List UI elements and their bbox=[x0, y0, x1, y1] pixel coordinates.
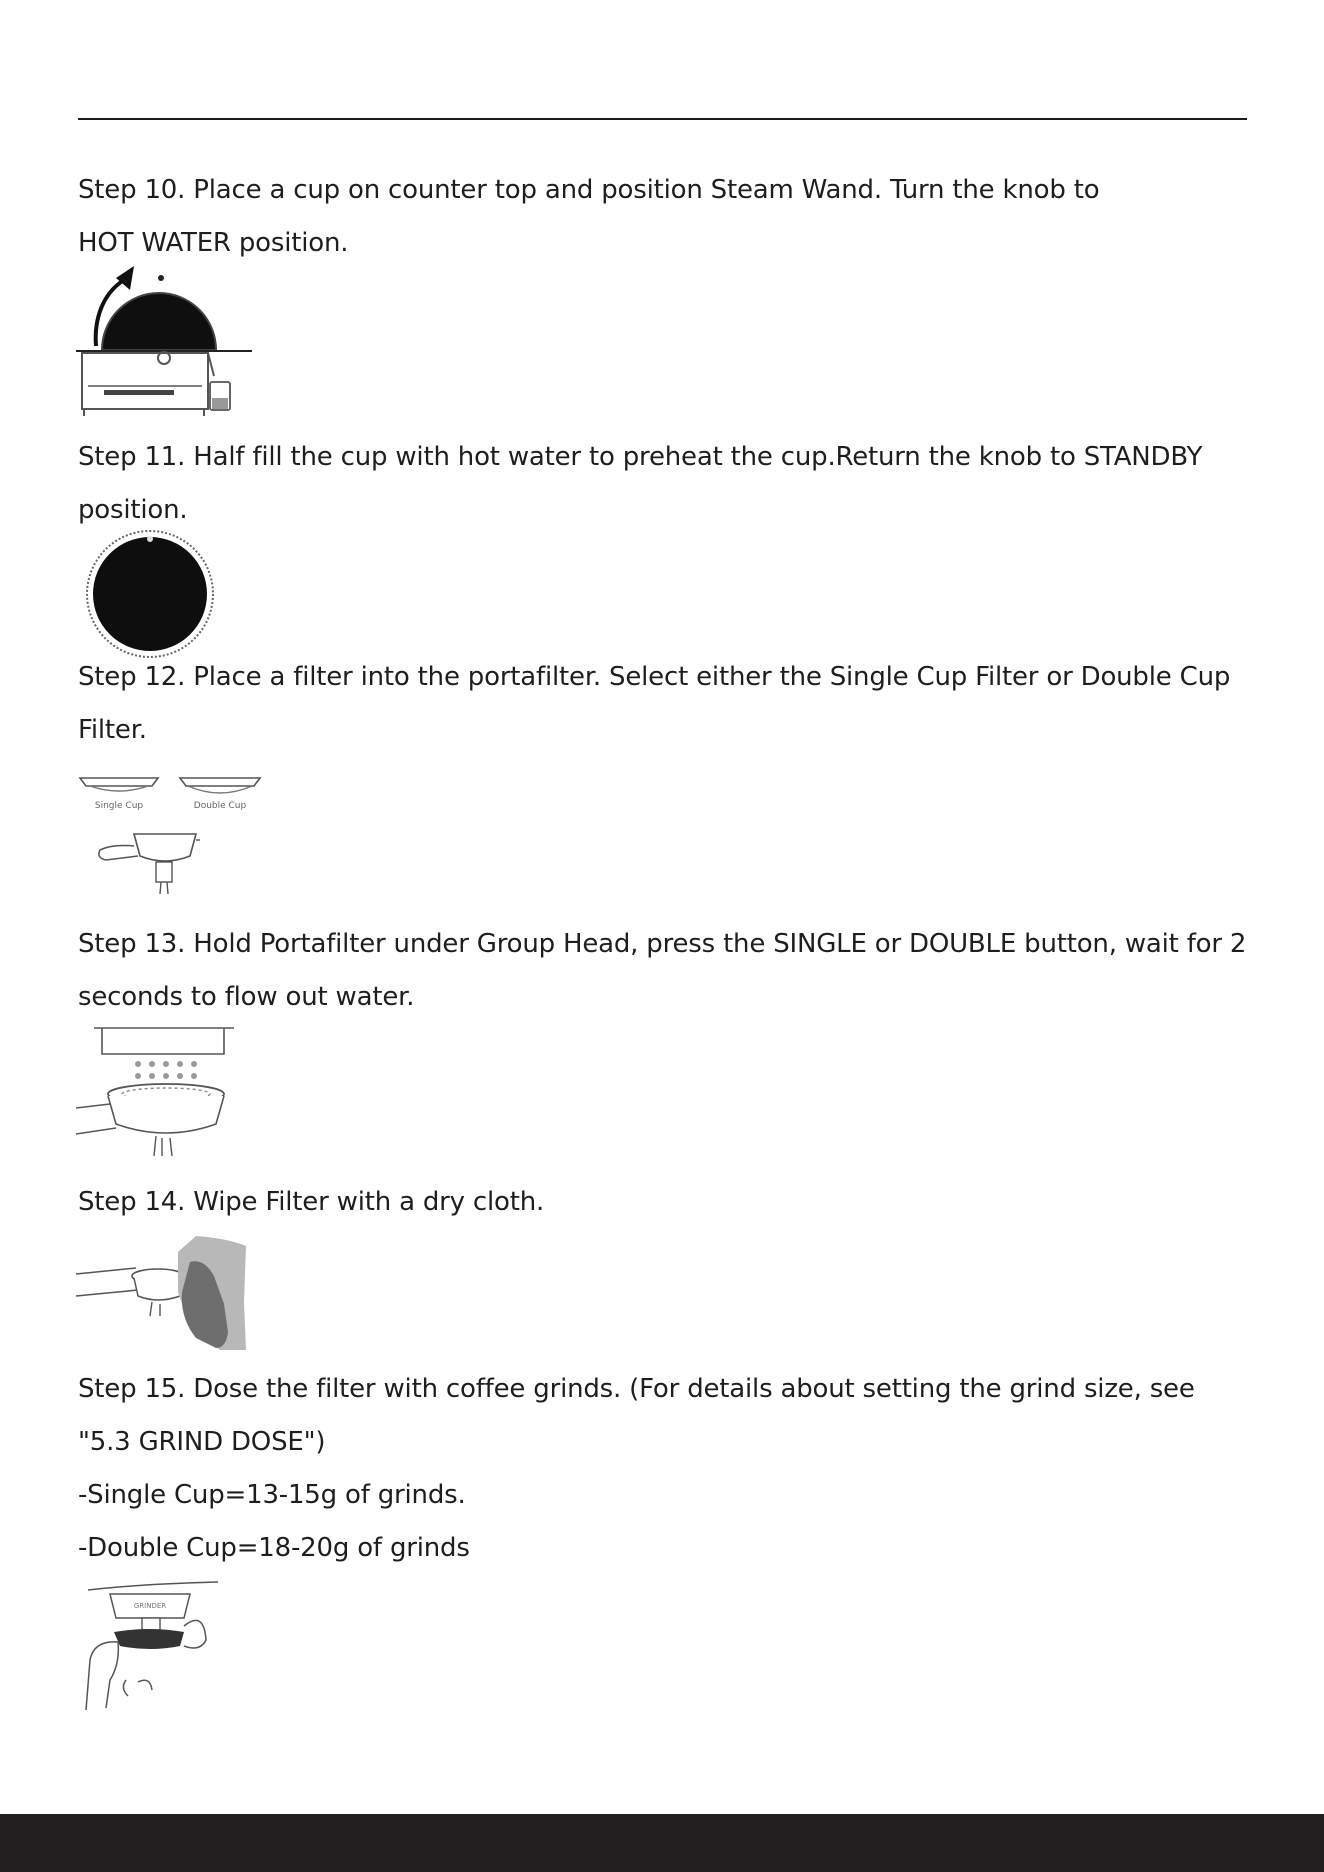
step-15-text-line-4: -Double Cup=18-20g of grinds bbox=[78, 1533, 470, 1563]
step-13-text-line-1: Step 13. Hold Portafilter under Group Head, press the SINGLE or DOUBLE button, wait for 2 bbox=[78, 929, 1247, 959]
step-15-text-line-3: -Single Cup=13-15g of grinds. bbox=[78, 1480, 466, 1510]
group-head-icon bbox=[94, 1028, 234, 1054]
single-cup-label: Single Cup bbox=[94, 801, 144, 811]
step-12-text-line-1: Step 12. Place a filter into the portafilter. Select either the Single Cup Filter or Double Cup bbox=[78, 662, 1231, 692]
hand-icon bbox=[184, 1620, 206, 1648]
double-cup-label: Double Cup bbox=[193, 801, 247, 811]
header-rule bbox=[78, 118, 1247, 120]
step-12-text-line-2: Filter. bbox=[78, 715, 147, 745]
step-10-text-line-2: HOT WATER position. bbox=[78, 228, 349, 258]
double-cup-filter-icon bbox=[180, 778, 260, 786]
step-15-text-line-2: "5.3 GRIND DOSE") bbox=[78, 1427, 326, 1457]
step-14-illustration bbox=[76, 1232, 256, 1352]
single-cup-filter-icon bbox=[80, 778, 158, 786]
step-13-text-line-2: seconds to flow out water. bbox=[78, 982, 415, 1012]
step-15-text-line-1: Step 15. Dose the filter with coffee grinds. (For details about setting the grind size, see bbox=[78, 1374, 1195, 1404]
footer-bar bbox=[0, 1814, 1324, 1872]
machine-body-icon bbox=[82, 353, 208, 409]
step-11-text-line-2: position. bbox=[78, 495, 188, 525]
grinder-label: GRINDER bbox=[133, 1602, 167, 1610]
step-10-text-line-1: Step 10. Place a cup on counter top and position Steam Wand. Turn the knob to bbox=[78, 175, 1100, 205]
step-11-illustration bbox=[84, 528, 216, 660]
water-drops-icon bbox=[135, 1061, 197, 1079]
step-13-illustration bbox=[76, 1024, 246, 1160]
step-14-text-line-1: Step 14. Wipe Filter with a dry cloth. bbox=[78, 1187, 545, 1217]
step-11-text-line-1: Step 11. Half fill the cup with hot water to preheat the cup.Return the knob to STANDBY bbox=[78, 442, 1203, 472]
step-10-illustration bbox=[74, 258, 254, 428]
portafilter-icon bbox=[134, 834, 196, 861]
step-15-illustration bbox=[80, 1580, 230, 1716]
standby-knob-icon bbox=[93, 537, 207, 651]
steam-knob-icon bbox=[102, 293, 216, 350]
step-12-illustration bbox=[76, 774, 266, 900]
portafilter-grinds-icon bbox=[114, 1629, 184, 1649]
